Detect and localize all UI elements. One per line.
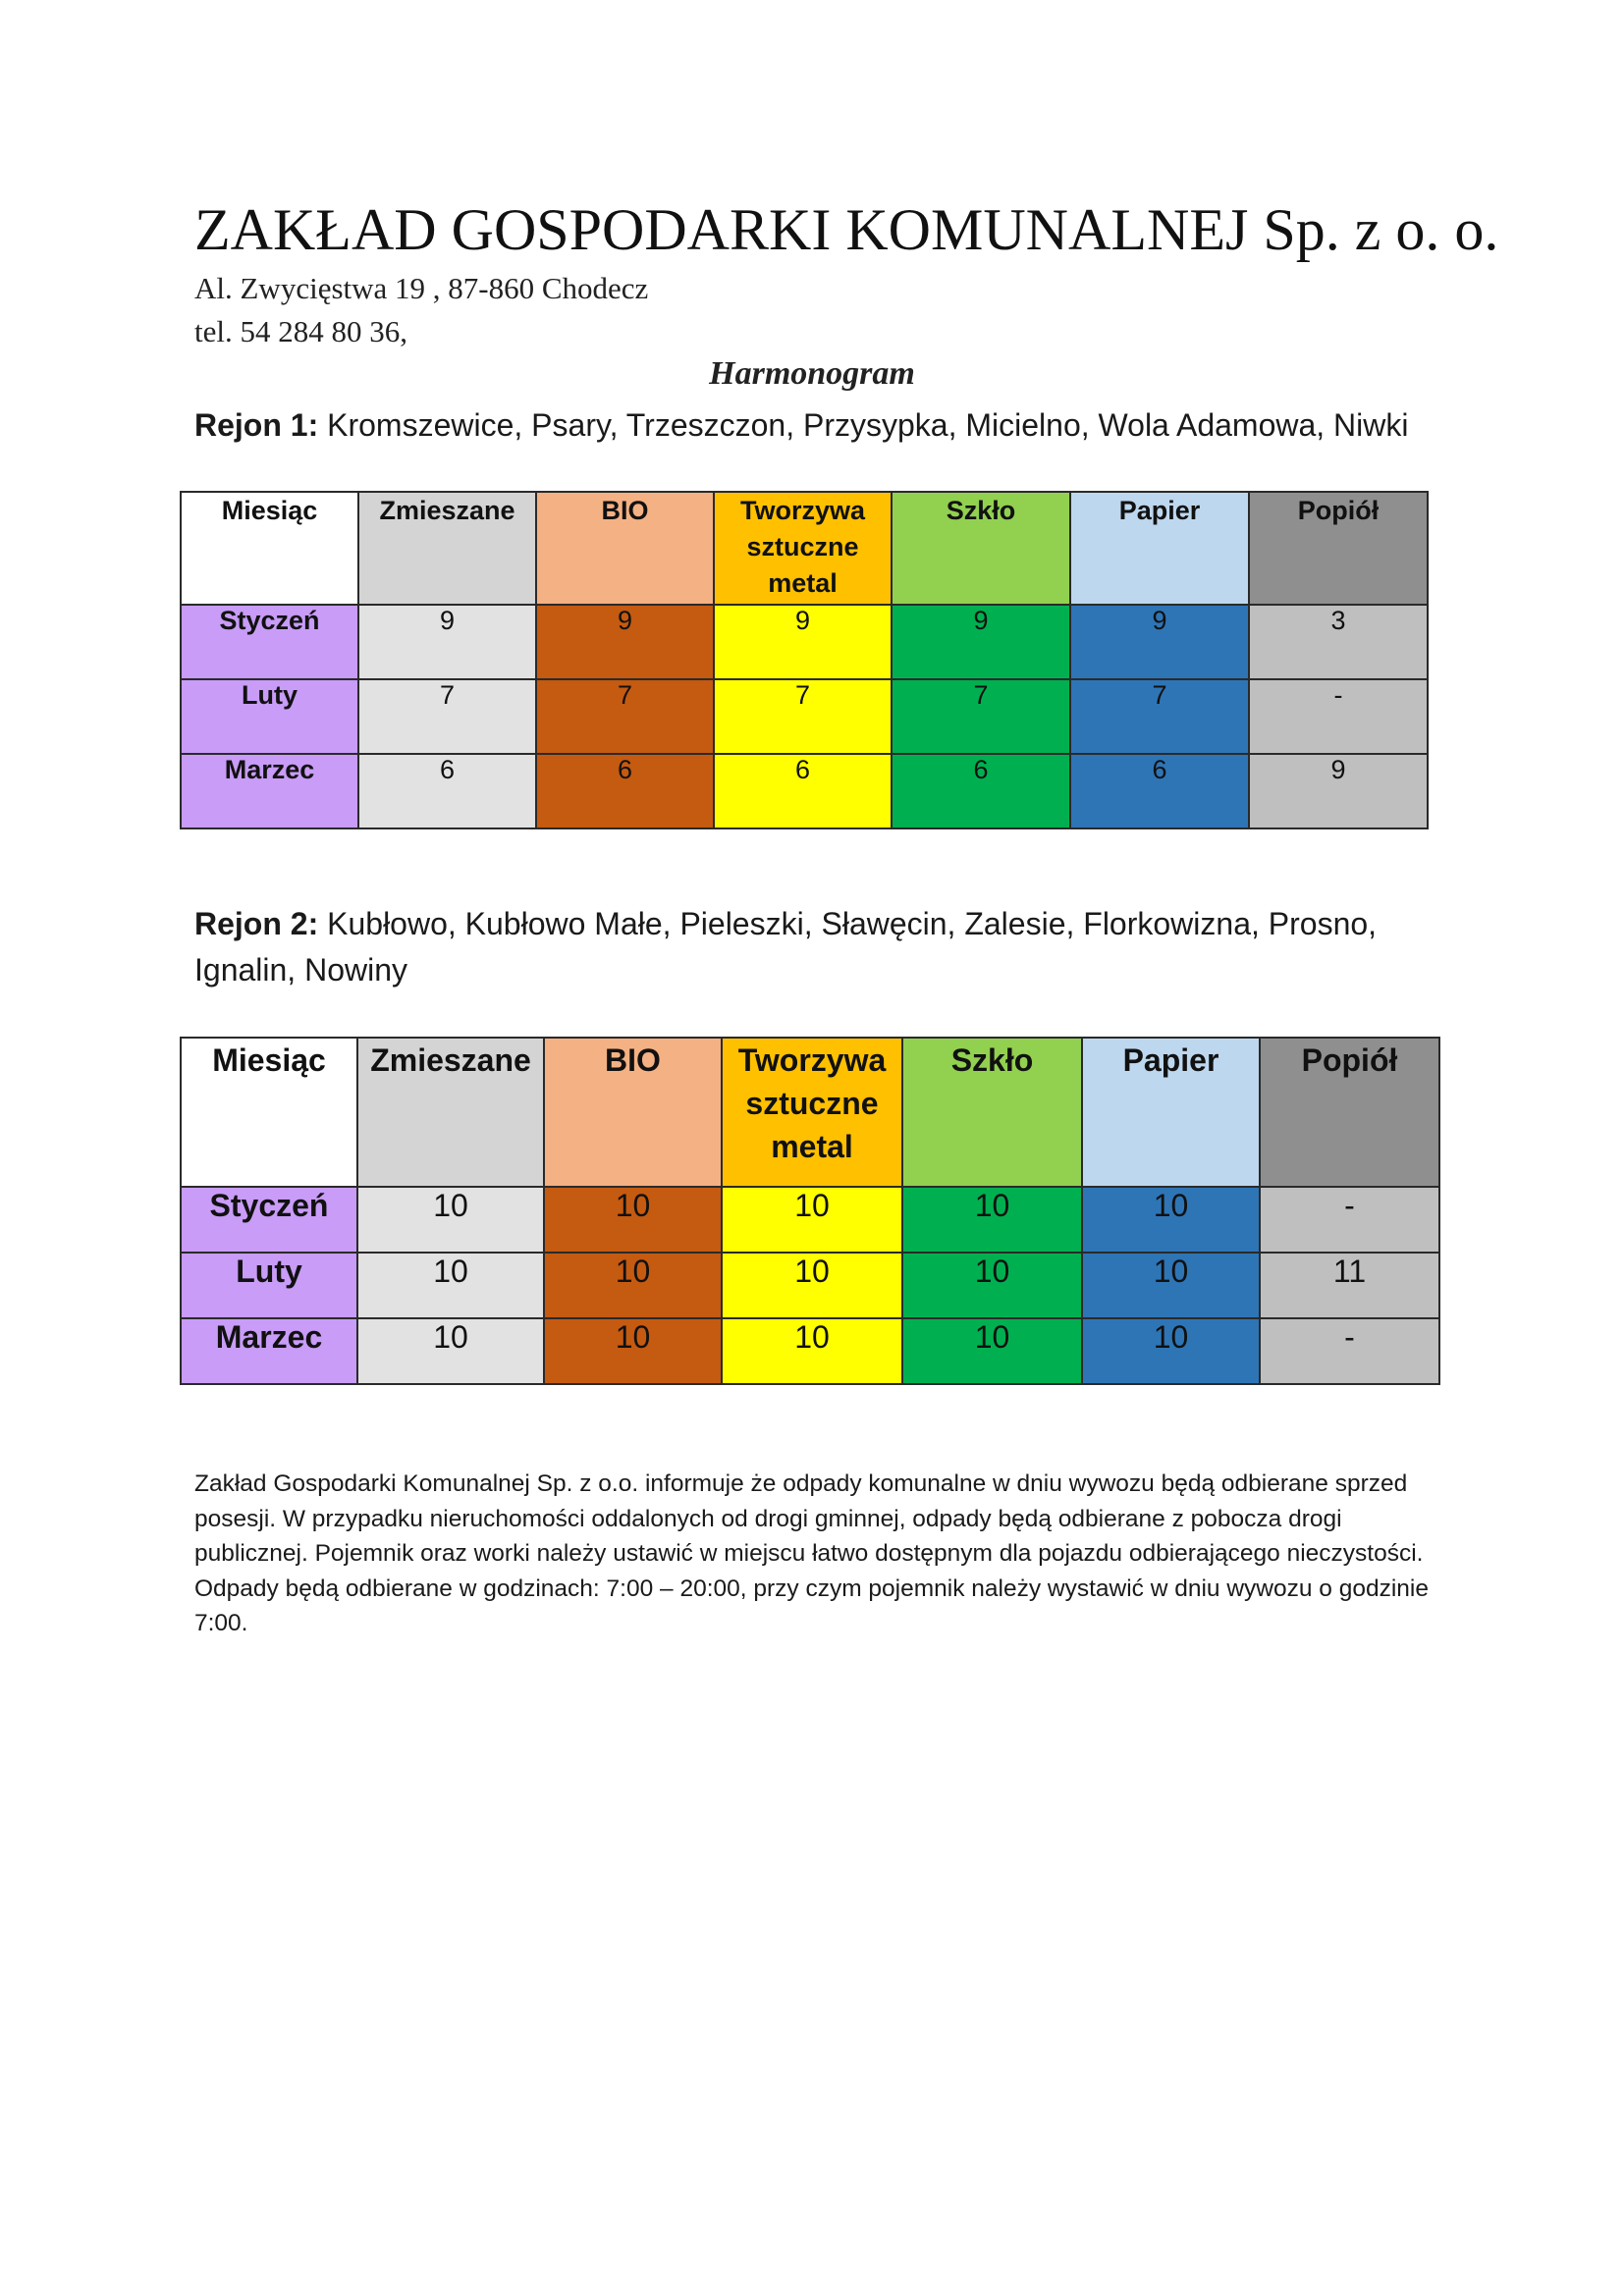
table-row xyxy=(181,679,1428,754)
table-row xyxy=(181,754,1428,828)
company-name: ZAKŁAD GOSPODARKI KOMUNALNEJ Sp. z o. o. xyxy=(194,197,1499,262)
region-1-places: Kromszewice, Psary, Trzeszczon, Przysypka, Micielno, Wola Adamowa, Niwki xyxy=(318,407,1409,443)
plastic-metal-cell: 9 xyxy=(714,605,892,679)
month-cell: Marzec xyxy=(181,754,358,828)
region-2-schedule-table xyxy=(180,1037,1440,1385)
glass-cell: 10 xyxy=(902,1318,1082,1384)
glass-cell: 7 xyxy=(892,679,1070,754)
paper-cell: 6 xyxy=(1070,754,1249,828)
glass-cell: 9 xyxy=(892,605,1070,679)
table-row xyxy=(181,1187,1439,1253)
document-title: Harmonogram xyxy=(709,355,915,392)
ash-cell: - xyxy=(1260,1318,1439,1384)
column-header-glass: Szkło xyxy=(902,1038,1082,1187)
month-cell: Luty xyxy=(181,679,358,754)
glass-cell: 6 xyxy=(892,754,1070,828)
table-header-row xyxy=(181,1038,1439,1187)
mixed-cell: 10 xyxy=(357,1318,544,1384)
month-cell: Luty xyxy=(181,1253,357,1318)
month-cell: Styczeń xyxy=(181,605,358,679)
plastic-metal-cell: 10 xyxy=(722,1253,902,1318)
mixed-cell: 7 xyxy=(358,679,536,754)
column-header-glass: Szkło xyxy=(892,492,1070,605)
ash-cell: - xyxy=(1249,679,1428,754)
column-header-ash: Popiół xyxy=(1260,1038,1439,1187)
region-1-heading xyxy=(194,402,1471,449)
plastic-metal-cell: 10 xyxy=(722,1187,902,1253)
column-header-paper: Papier xyxy=(1082,1038,1260,1187)
column-header-mixed: Zmieszane xyxy=(357,1038,544,1187)
plastic-metal-cell: 10 xyxy=(722,1318,902,1384)
ash-cell: 3 xyxy=(1249,605,1428,679)
column-header-month: Miesiąc xyxy=(181,1038,357,1187)
mixed-cell: 6 xyxy=(358,754,536,828)
plastic-metal-cell: 6 xyxy=(714,754,892,828)
paper-cell: 9 xyxy=(1070,605,1249,679)
region-2-places: Kubłowo, Kubłowo Małe, Pieleszki, Sławęcin, Zalesie, Florkowizna, Prosno, Ignalin, Nowiny xyxy=(194,906,1378,988)
region-2-label: Rejon 2: xyxy=(194,906,319,941)
table-header-row xyxy=(181,492,1428,605)
table-row xyxy=(181,1318,1439,1384)
ash-cell: - xyxy=(1260,1187,1439,1253)
plastic-metal-cell: 7 xyxy=(714,679,892,754)
region-1-schedule-table xyxy=(180,491,1429,829)
collection-notice: Zakład Gospodarki Komunalnej Sp. z o.o. informuje że odpady komunalne w dniu wywozu będą odbierane sprzed posesji. W przypadku nieruchomości oddalonych od drogi gminnej, odpady będą odbierane z pobocza drogi publicznej. Pojemnik oraz worki należy ustawić w miejscu łatwo dostępnym dla pojazdu odbierającego nieczystości. Odpady będą odbierane w godzinach: 7:00 – 20:00, przy czym pojemnik należy wystawić w dniu wywozu o godzinie 7:00. xyxy=(194,1470,1430,1636)
bio-cell: 9 xyxy=(536,605,714,679)
bio-cell: 10 xyxy=(544,1318,722,1384)
glass-cell: 10 xyxy=(902,1187,1082,1253)
region-1-label: Rejon 1: xyxy=(194,407,319,443)
month-cell: Marzec xyxy=(181,1318,357,1384)
table-row xyxy=(181,605,1428,679)
bio-cell: 10 xyxy=(544,1187,722,1253)
column-header-ash: Popiół xyxy=(1249,492,1428,605)
glass-cell: 10 xyxy=(902,1253,1082,1318)
column-header-plastic-metal: Tworzywa sztuczne metal xyxy=(714,492,892,605)
column-header-mixed: Zmieszane xyxy=(358,492,536,605)
column-header-plastic-metal: Tworzywa sztuczne metal xyxy=(722,1038,902,1187)
paper-cell: 7 xyxy=(1070,679,1249,754)
company-phone: tel. 54 284 80 36, xyxy=(194,314,407,348)
mixed-cell: 9 xyxy=(358,605,536,679)
column-header-paper: Papier xyxy=(1070,492,1249,605)
region-2-heading xyxy=(194,901,1432,993)
table-row xyxy=(181,1253,1439,1318)
column-header-month: Miesiąc xyxy=(181,492,358,605)
paper-cell: 10 xyxy=(1082,1318,1260,1384)
mixed-cell: 10 xyxy=(357,1253,544,1318)
paper-cell: 10 xyxy=(1082,1253,1260,1318)
month-cell: Styczeń xyxy=(181,1187,357,1253)
bio-cell: 10 xyxy=(544,1253,722,1318)
ash-cell: 11 xyxy=(1260,1253,1439,1318)
bio-cell: 6 xyxy=(536,754,714,828)
column-header-bio: BIO xyxy=(544,1038,722,1187)
ash-cell: 9 xyxy=(1249,754,1428,828)
paper-cell: 10 xyxy=(1082,1187,1260,1253)
bio-cell: 7 xyxy=(536,679,714,754)
column-header-bio: BIO xyxy=(536,492,714,605)
company-address: Al. Zwycięstwa 19 , 87-860 Chodecz xyxy=(194,271,649,305)
mixed-cell: 10 xyxy=(357,1187,544,1253)
